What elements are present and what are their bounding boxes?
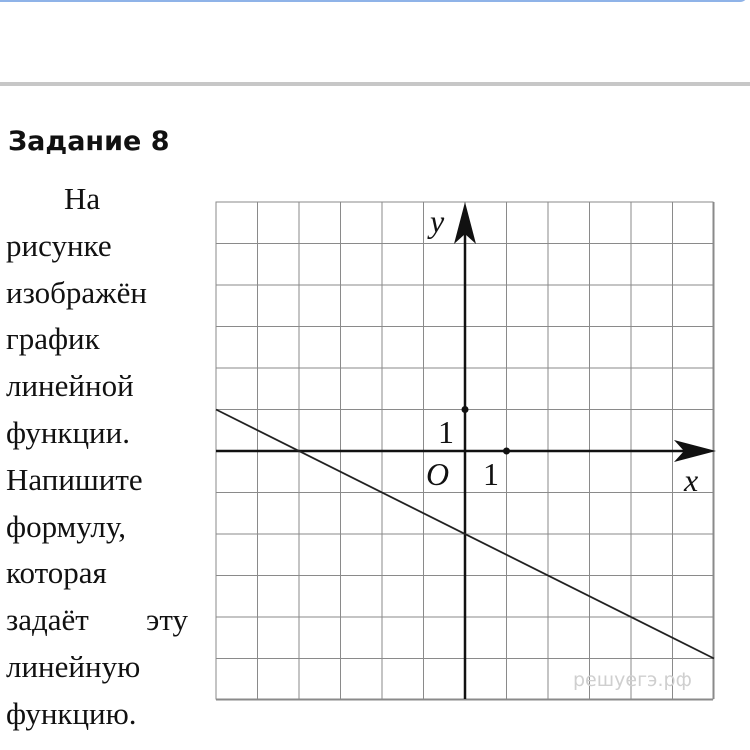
task-text: На рисунке изображён график линейной функции. Напишите формулу, которая задаёт эту линейную функцию. bbox=[6, 181, 188, 731]
axes bbox=[216, 202, 716, 699]
unit-point bbox=[462, 406, 469, 413]
x-unit-label: 1 bbox=[483, 456, 499, 492]
unit-point bbox=[503, 448, 510, 455]
task-title: Задание 8 bbox=[8, 126, 170, 157]
y-axis-label: y bbox=[430, 203, 445, 239]
y-unit-label: 1 bbox=[438, 414, 454, 450]
origin-label: O bbox=[426, 456, 450, 492]
x-axis-label: x bbox=[684, 462, 699, 498]
watermark: решуегэ.рф bbox=[573, 669, 692, 691]
unit-marks bbox=[462, 406, 511, 455]
